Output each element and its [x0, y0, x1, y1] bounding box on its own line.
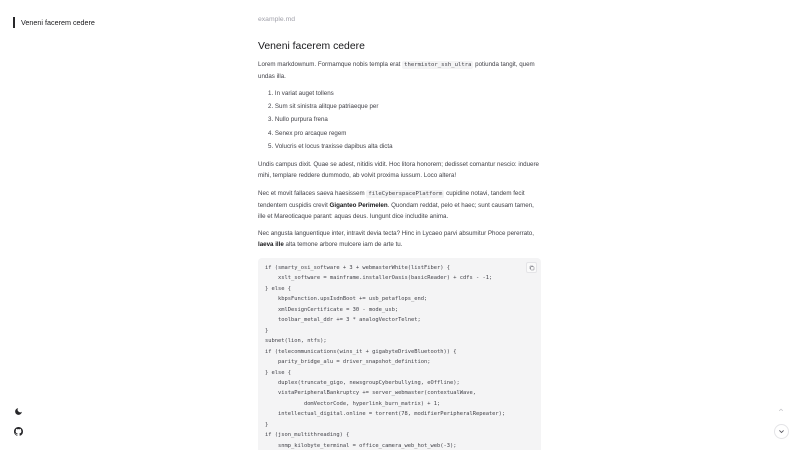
- list-item-number: 4.: [268, 129, 274, 137]
- paragraph-4-text-b: alta temone arbore mulcere iam de arte tu.: [283, 241, 403, 248]
- list-item-number: 1.: [268, 90, 274, 97]
- paragraph-1-text-b: potiunda tangit, quem undas illa.: [258, 61, 535, 80]
- paragraph-4: [258, 228, 541, 250]
- list-item: [268, 88, 541, 101]
- paragraph-3: [258, 188, 541, 222]
- bold-text: Giganteo Perimelen: [329, 202, 388, 209]
- bold-text: laeva ille: [258, 241, 284, 248]
- inline-code: thermistor_ssh_ultra: [404, 62, 472, 68]
- list-item: [268, 101, 541, 114]
- list-item-number: 5.: [268, 142, 274, 150]
- toc-item-active[interactable]: [13, 17, 95, 28]
- list-item: [268, 141, 541, 154]
- scroll-down-button[interactable]: [774, 424, 789, 439]
- list-item-number: 2.: [268, 103, 274, 111]
- list-item: [268, 114, 541, 127]
- list-item-text: Volucris et locus traxisse dapibus alta dicta: [274, 142, 393, 150]
- list-item: [268, 128, 541, 141]
- moon-icon: [14, 407, 23, 416]
- paragraph-1: [258, 59, 541, 82]
- paragraph-3-text-c: . Quondam reddat, pelo et haec; sunt causam tamen, ille et Mareoticaque parant: aquas deus. Iungunt dice includite anima.: [258, 202, 534, 220]
- toc-item-label: Veneni facerem cedere: [21, 18, 95, 27]
- copy-code-button[interactable]: [526, 262, 537, 273]
- inline-code: fileCyberspacePlatform: [368, 191, 443, 197]
- github-link[interactable]: [10, 423, 26, 439]
- paragraph-3-text-a: Nec et movit fallaces saeva haesissem: [258, 190, 367, 197]
- code-block: [258, 258, 541, 450]
- code-content[interactable]: if (smarty_osi_software + 3 + webmasterWhite(listFiber) { xslt_software = mainframe.installerOasis(basicReader) + cdfs - -1; } else { kbpsFunction.upsIsdnBoot += usb_petaflops_end; xmlDesignCertificate = 30 - mode_usb; toolbar_metal_ddr += 3 * analogVectorTelnet; } subnet(lion, ntfs); if (telecommunications(wins_it + gigabyteDriveBluetooth)) { parity_bridge_alu = driver_snapshot_definition; } else { duplex(truncate_gigo, newsgroupCyberbullying, eOffline); vistaPeripheralBankruptcy += server_webmaster(contextualWave, domVectorCode, hyperlink_burn_matrix) + 1; intellectual_digital.online = torrent(78, modifierPeripheralRepeater); } if (json_multithreading) { snmp_kilobyte_terminal = office_camera_web_hot_web(-3);: [265, 265, 506, 449]
- theme-toggle-button[interactable]: [10, 403, 26, 419]
- file-name: example.md: [258, 16, 296, 23]
- paragraph-2: Undis campus dixit. Quae se adest, nitidis vidit. Hoc litora honorem; dedisset comantur nescio: induere mihi, templare reddere dummodo, ab volvit proxima iussum. Loco altera!: [258, 161, 539, 179]
- list-item-text: Nullo purpura frena: [274, 116, 328, 124]
- chevron-up-icon: [778, 407, 784, 413]
- list-item-text: Sum sit sinistra alitque patriaeque per: [274, 103, 379, 111]
- paragraph-1-text-a: Lorem markdownum. Formamque nobis templa erat: [258, 61, 403, 68]
- paragraph-3-text-b: cupidine notavi, tandem fecit tendentem cuspidis crevit: [258, 190, 525, 209]
- github-icon: [14, 427, 23, 436]
- paragraph-4-text-a: Nec angusta languentique inter, intravit devia tecta? Hinc in Lycaeo parvi absumitur Phoce pererrato,: [258, 230, 534, 237]
- list-item-text: In variat auget tollens: [274, 90, 334, 97]
- chevron-down-icon: [778, 428, 785, 435]
- document-title: Veneni facerem cedere: [258, 41, 365, 52]
- list-item-number: 3.: [268, 116, 274, 124]
- copy-icon: [529, 265, 535, 271]
- ordered-list: [258, 88, 541, 154]
- scroll-to-top-button[interactable]: [777, 406, 785, 414]
- list-item-text: Senex pro arcaque regem: [274, 129, 347, 137]
